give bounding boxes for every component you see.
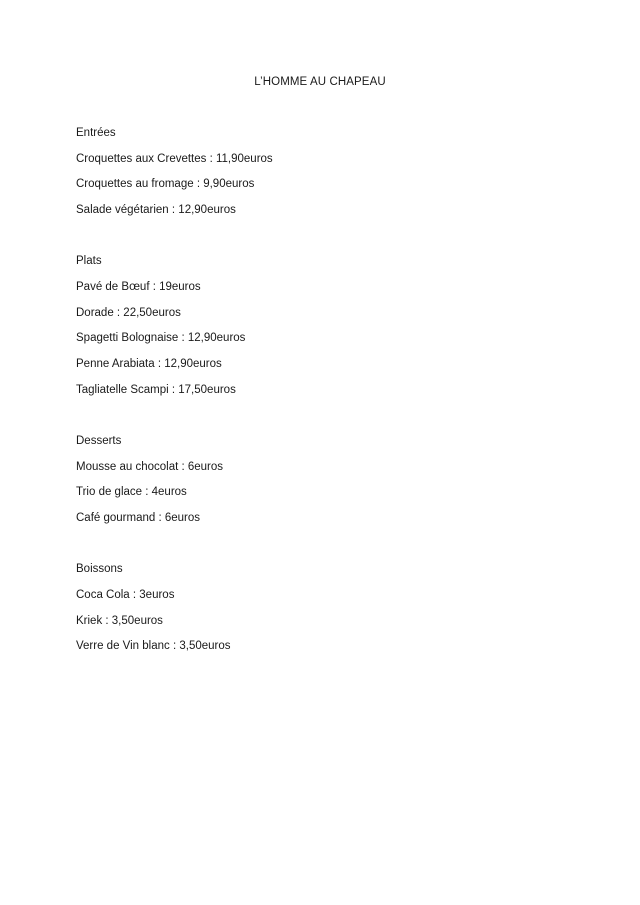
section-boissons: [76, 562, 576, 665]
menu-item: Penne Arabiata : 12,90euros: [76, 358, 222, 371]
menu-item: Pavé de Bœuf : 19euros: [76, 281, 201, 294]
menu-item: Dorade : 22,50euros: [76, 306, 181, 319]
menu-item: Café gourmand : 6euros: [76, 512, 201, 525]
section-entrees: [76, 126, 576, 229]
menu-item: Croquettes au fromage : 9,90euros: [76, 178, 255, 191]
section-heading: Plats: [76, 255, 102, 268]
section-heading: Boissons: [76, 563, 123, 576]
menu-content: [76, 126, 576, 691]
menu-item: Trio de glace : 4euros: [76, 486, 187, 499]
page-title: L’HOMME AU CHAPEAU: [254, 76, 386, 88]
menu-item: Tagliatelle Scampi : 17,50euros: [76, 383, 236, 396]
menu-item: Spagetti Bolognaise : 12,90euros: [76, 332, 246, 345]
menu-item: Salade végétarien : 12,90euros: [76, 204, 236, 217]
section-plats: [76, 254, 576, 408]
menu-item: Mousse au chocolat : 6euros: [76, 460, 224, 473]
menu-item: Verre de Vin blanc : 3,50euros: [76, 640, 231, 653]
menu-item: Croquettes aux Crevettes : 11,90euros: [76, 152, 273, 165]
menu-item: Coca Cola : 3euros: [76, 589, 175, 602]
section-heading: Desserts: [76, 435, 122, 448]
menu-item: Kriek : 3,50euros: [76, 614, 163, 627]
section-heading: Entrées: [76, 127, 116, 139]
section-desserts: [76, 434, 576, 537]
